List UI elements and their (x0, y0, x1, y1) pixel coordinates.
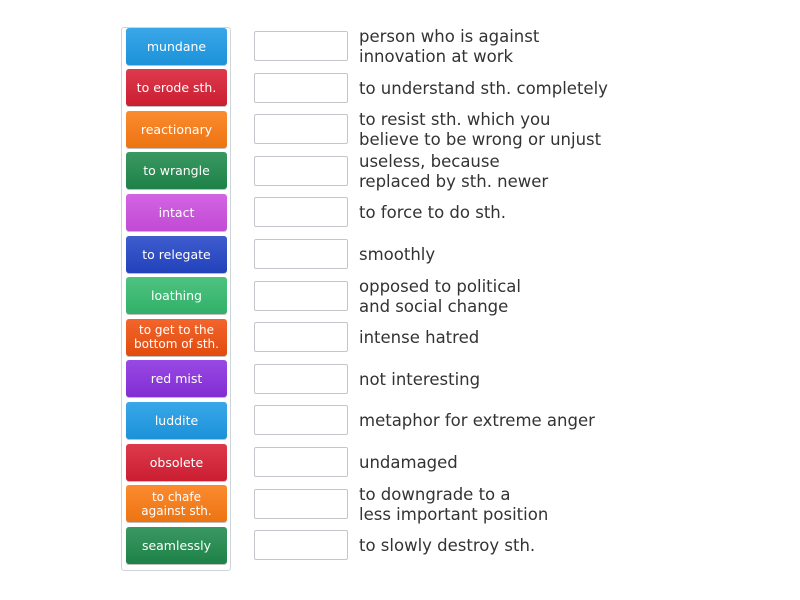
tile-red-mist[interactable]: red mist (126, 360, 227, 397)
answer-slot[interactable] (254, 281, 348, 311)
tile-to-erode[interactable]: to erode sth. (126, 69, 227, 106)
definition-text: opposed to political and social change (359, 276, 521, 316)
answer-slot[interactable] (254, 447, 348, 477)
definition-text: to downgrade to a less important position (359, 484, 549, 524)
answer-slot[interactable] (254, 156, 348, 186)
answer-slot[interactable] (254, 197, 348, 227)
definition-text: person who is against innovation at work (359, 27, 540, 66)
answer-slot[interactable] (254, 114, 348, 144)
answer-slot[interactable] (254, 31, 348, 61)
answer-slot[interactable] (254, 239, 348, 269)
definition-text: to slowly destroy sth. (359, 536, 536, 556)
tile-reactionary[interactable]: reactionary (126, 111, 227, 148)
tile-to-wrangle[interactable]: to wrangle (126, 152, 227, 189)
definition-text: smoothly (359, 245, 436, 264)
answer-slot[interactable] (254, 322, 348, 352)
definition-text: not interesting (359, 369, 481, 389)
word-bank (121, 27, 231, 571)
answer-slot[interactable] (254, 489, 348, 519)
tile-to-chafe-against[interactable]: to chafe against sth. (126, 485, 227, 522)
definition-text: to force to do sth. (359, 203, 506, 223)
tile-intact[interactable]: intact (126, 194, 227, 231)
definition-text: intense hatred (359, 328, 480, 348)
definition-text: undamaged (359, 453, 458, 472)
tile-loathing[interactable]: loathing (126, 277, 227, 314)
definition-text: useless, because replaced by sth. newer (359, 151, 549, 191)
answer-slot[interactable] (254, 364, 348, 394)
definition-text: to resist sth. which you believe to be wrong or unjust (359, 110, 602, 150)
tile-seamlessly[interactable]: seamlessly (126, 527, 227, 564)
tile-mundane[interactable]: mundane (126, 28, 227, 65)
definition-text: to understand sth. completely (359, 78, 608, 98)
answer-slot[interactable] (254, 530, 348, 560)
tile-to-get-to-the-bottom[interactable]: to get to the bottom of sth. (126, 319, 227, 356)
definition-text: metaphor for extreme anger (359, 411, 595, 431)
answer-slot[interactable] (254, 73, 348, 103)
tile-luddite[interactable]: luddite (126, 402, 227, 439)
answer-slot[interactable] (254, 405, 348, 435)
tile-to-relegate[interactable]: to relegate (126, 236, 227, 273)
tile-obsolete[interactable]: obsolete (126, 444, 227, 481)
